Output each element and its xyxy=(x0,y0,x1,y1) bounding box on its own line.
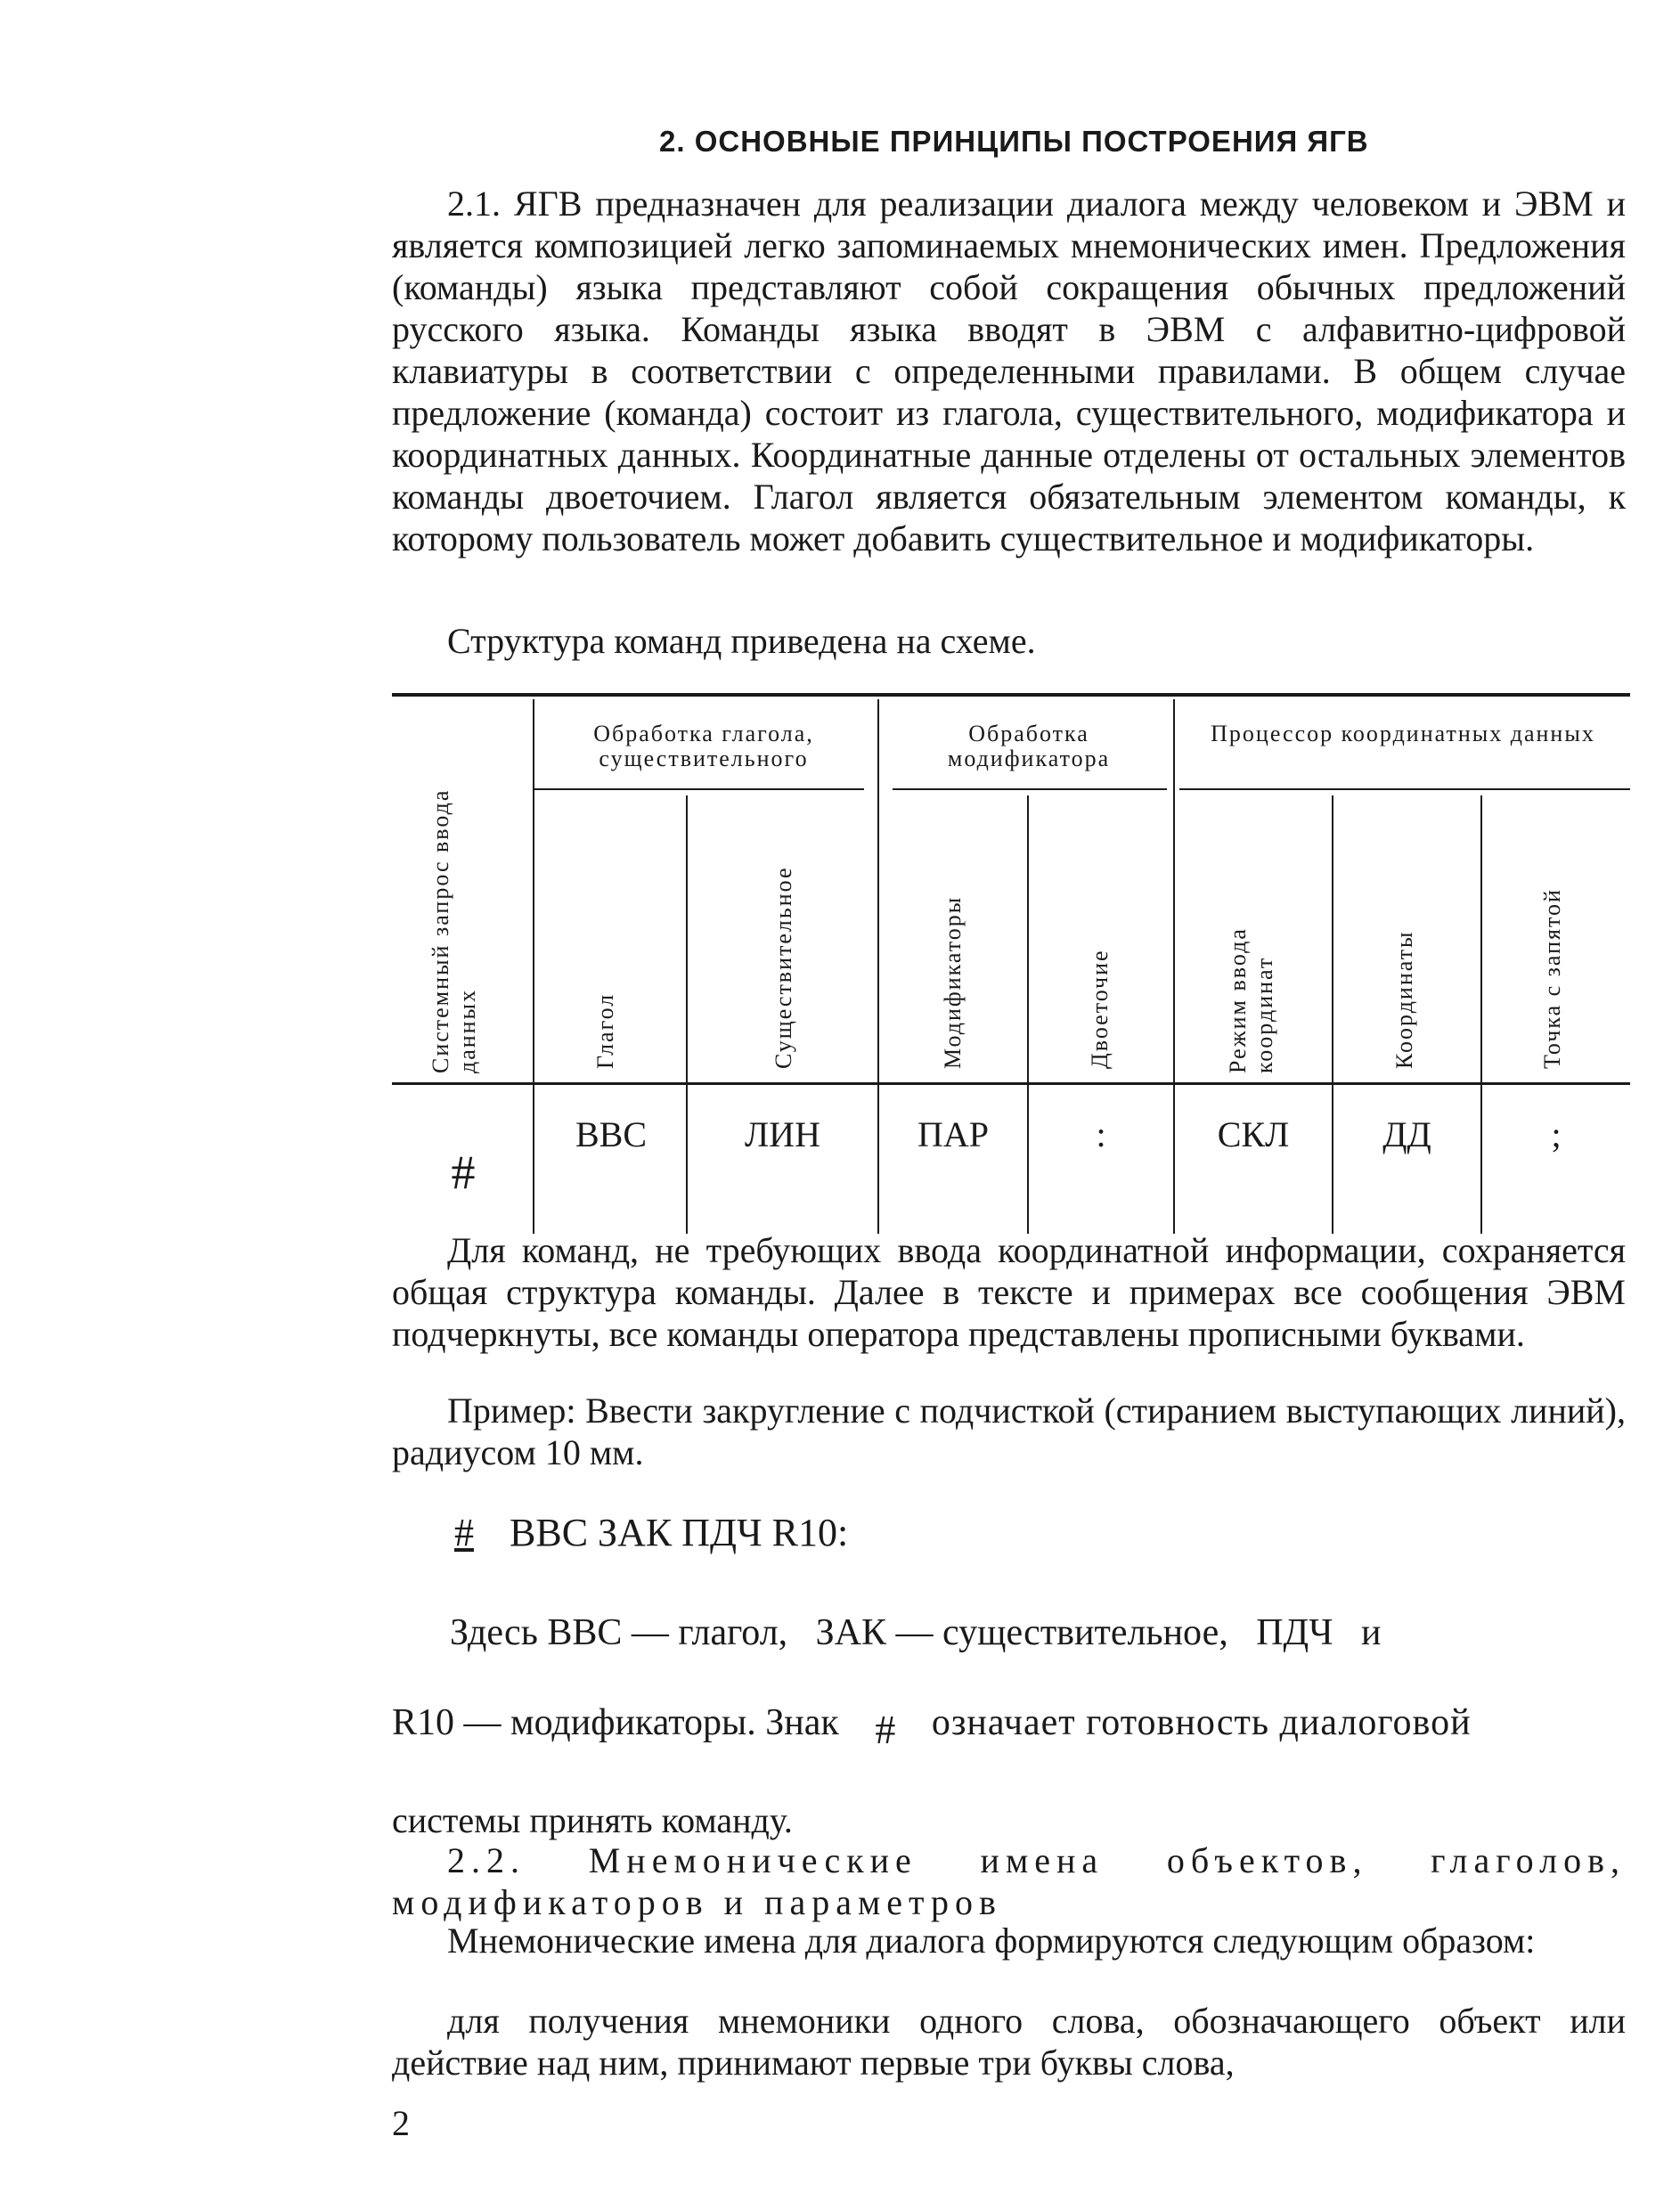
command-text: ВВС ЗАК ПДЧ R10: xyxy=(510,1511,849,1554)
structure-line: Структура команд приведена на схеме. xyxy=(447,621,1036,661)
intro-paragraph: 2.1. ЯГВ предназначен для реализации диалога между человеком и ЭВМ и является композицией легко запоминаемых мнемонических имен. Предложения (команды) языка представляют собой сокращения обычных предложений русского языка. Команды языка вводят в ЭВМ с алфавитно-цифровой клавиатуры в соответствии с определенными правилами. В общем случае предложение (команда) состоит из глагола, существительного, модификатора и координатных данных. Координатные данные отделены от остальных элементов команды двоеточием. Глагол является обязательным элементом команды, к которому пользователь может добавить существительное и модификаторы. xyxy=(392,183,1626,559)
explain-line-3: системы принять команду. xyxy=(392,1800,793,1840)
command-prompt: # xyxy=(454,1511,474,1554)
ready-sign: # xyxy=(875,1707,896,1752)
group-header-coordinate-processor: Процессор координатных данных xyxy=(1211,721,1595,746)
explain-line-1: Здесь ВВС — глагол, ЗАК — существительное, ПДЧ и xyxy=(450,1612,1382,1653)
explain-line-2-b: означает готовность диалоговой xyxy=(931,1702,1472,1743)
header-semicolon: Точка с запятой xyxy=(1539,888,1565,1069)
explain-line-2 xyxy=(392,1697,1472,1752)
cell-semicolon: ; xyxy=(1551,1114,1562,1154)
section-2-2-p1: Мнемонические имена для диалога формируются следующим образом: xyxy=(447,1920,1536,1961)
cell-prompt: # xyxy=(451,1146,476,1199)
group-header-modifier: Обработка модификатора xyxy=(947,721,1111,771)
example-intro: Пример: Ввести закругление с подчисткой (стиранием выступающих линий), радиусом 10 мм. xyxy=(392,1390,1626,1472)
cell-verb: ВВС xyxy=(575,1114,648,1154)
section-2-2-p2: для получения мнемоники одного слова, обозначающего объект или действие над ним, принимают первые три буквы слова, xyxy=(392,2001,1626,2083)
page-heading: 2. ОСНОВНЫЕ ПРИНЦИПЫ ПОСТРОЕНИЯ ЯГВ xyxy=(659,125,1369,158)
cell-colon: : xyxy=(1096,1114,1106,1154)
cell-noun: ЛИН xyxy=(745,1114,820,1154)
para-after-table: Для команд, не требующих ввода координатной информации, сохраняется общая структура команды. Далее в тексте и примерах все сообщения ЭВМ подчеркнуты, все команды оператора представлены прописными буквами. xyxy=(392,1230,1626,1354)
cell-coordinates: ДД xyxy=(1382,1114,1431,1154)
cell-modifier: ПАР xyxy=(917,1114,990,1154)
header-modifiers: Модификаторы xyxy=(940,895,966,1069)
header-verb: Глагол xyxy=(592,992,618,1069)
header-coordinates: Координаты xyxy=(1391,930,1417,1069)
header-coord-mode: Режим ввода координат xyxy=(1225,927,1277,1073)
group-header-verb-noun: Обработка глагола, существительного xyxy=(593,721,814,771)
command-structure-table xyxy=(392,690,1630,1234)
explain-line-2-a: R10 — модификаторы. Знак xyxy=(392,1702,839,1743)
header-system-request: Системный запрос ввода данных xyxy=(428,788,480,1073)
cell-coord-mode: СКЛ xyxy=(1217,1114,1290,1154)
header-colon: Двоеточие xyxy=(1087,949,1113,1069)
header-noun: Существительное xyxy=(771,866,796,1069)
section-2-2-title: 2.2. Мнемонические имена объектов, глаголов, модификаторов и параметров xyxy=(392,1840,1626,1922)
page-number: 2 xyxy=(392,2103,410,2143)
example-command xyxy=(454,1510,848,1555)
